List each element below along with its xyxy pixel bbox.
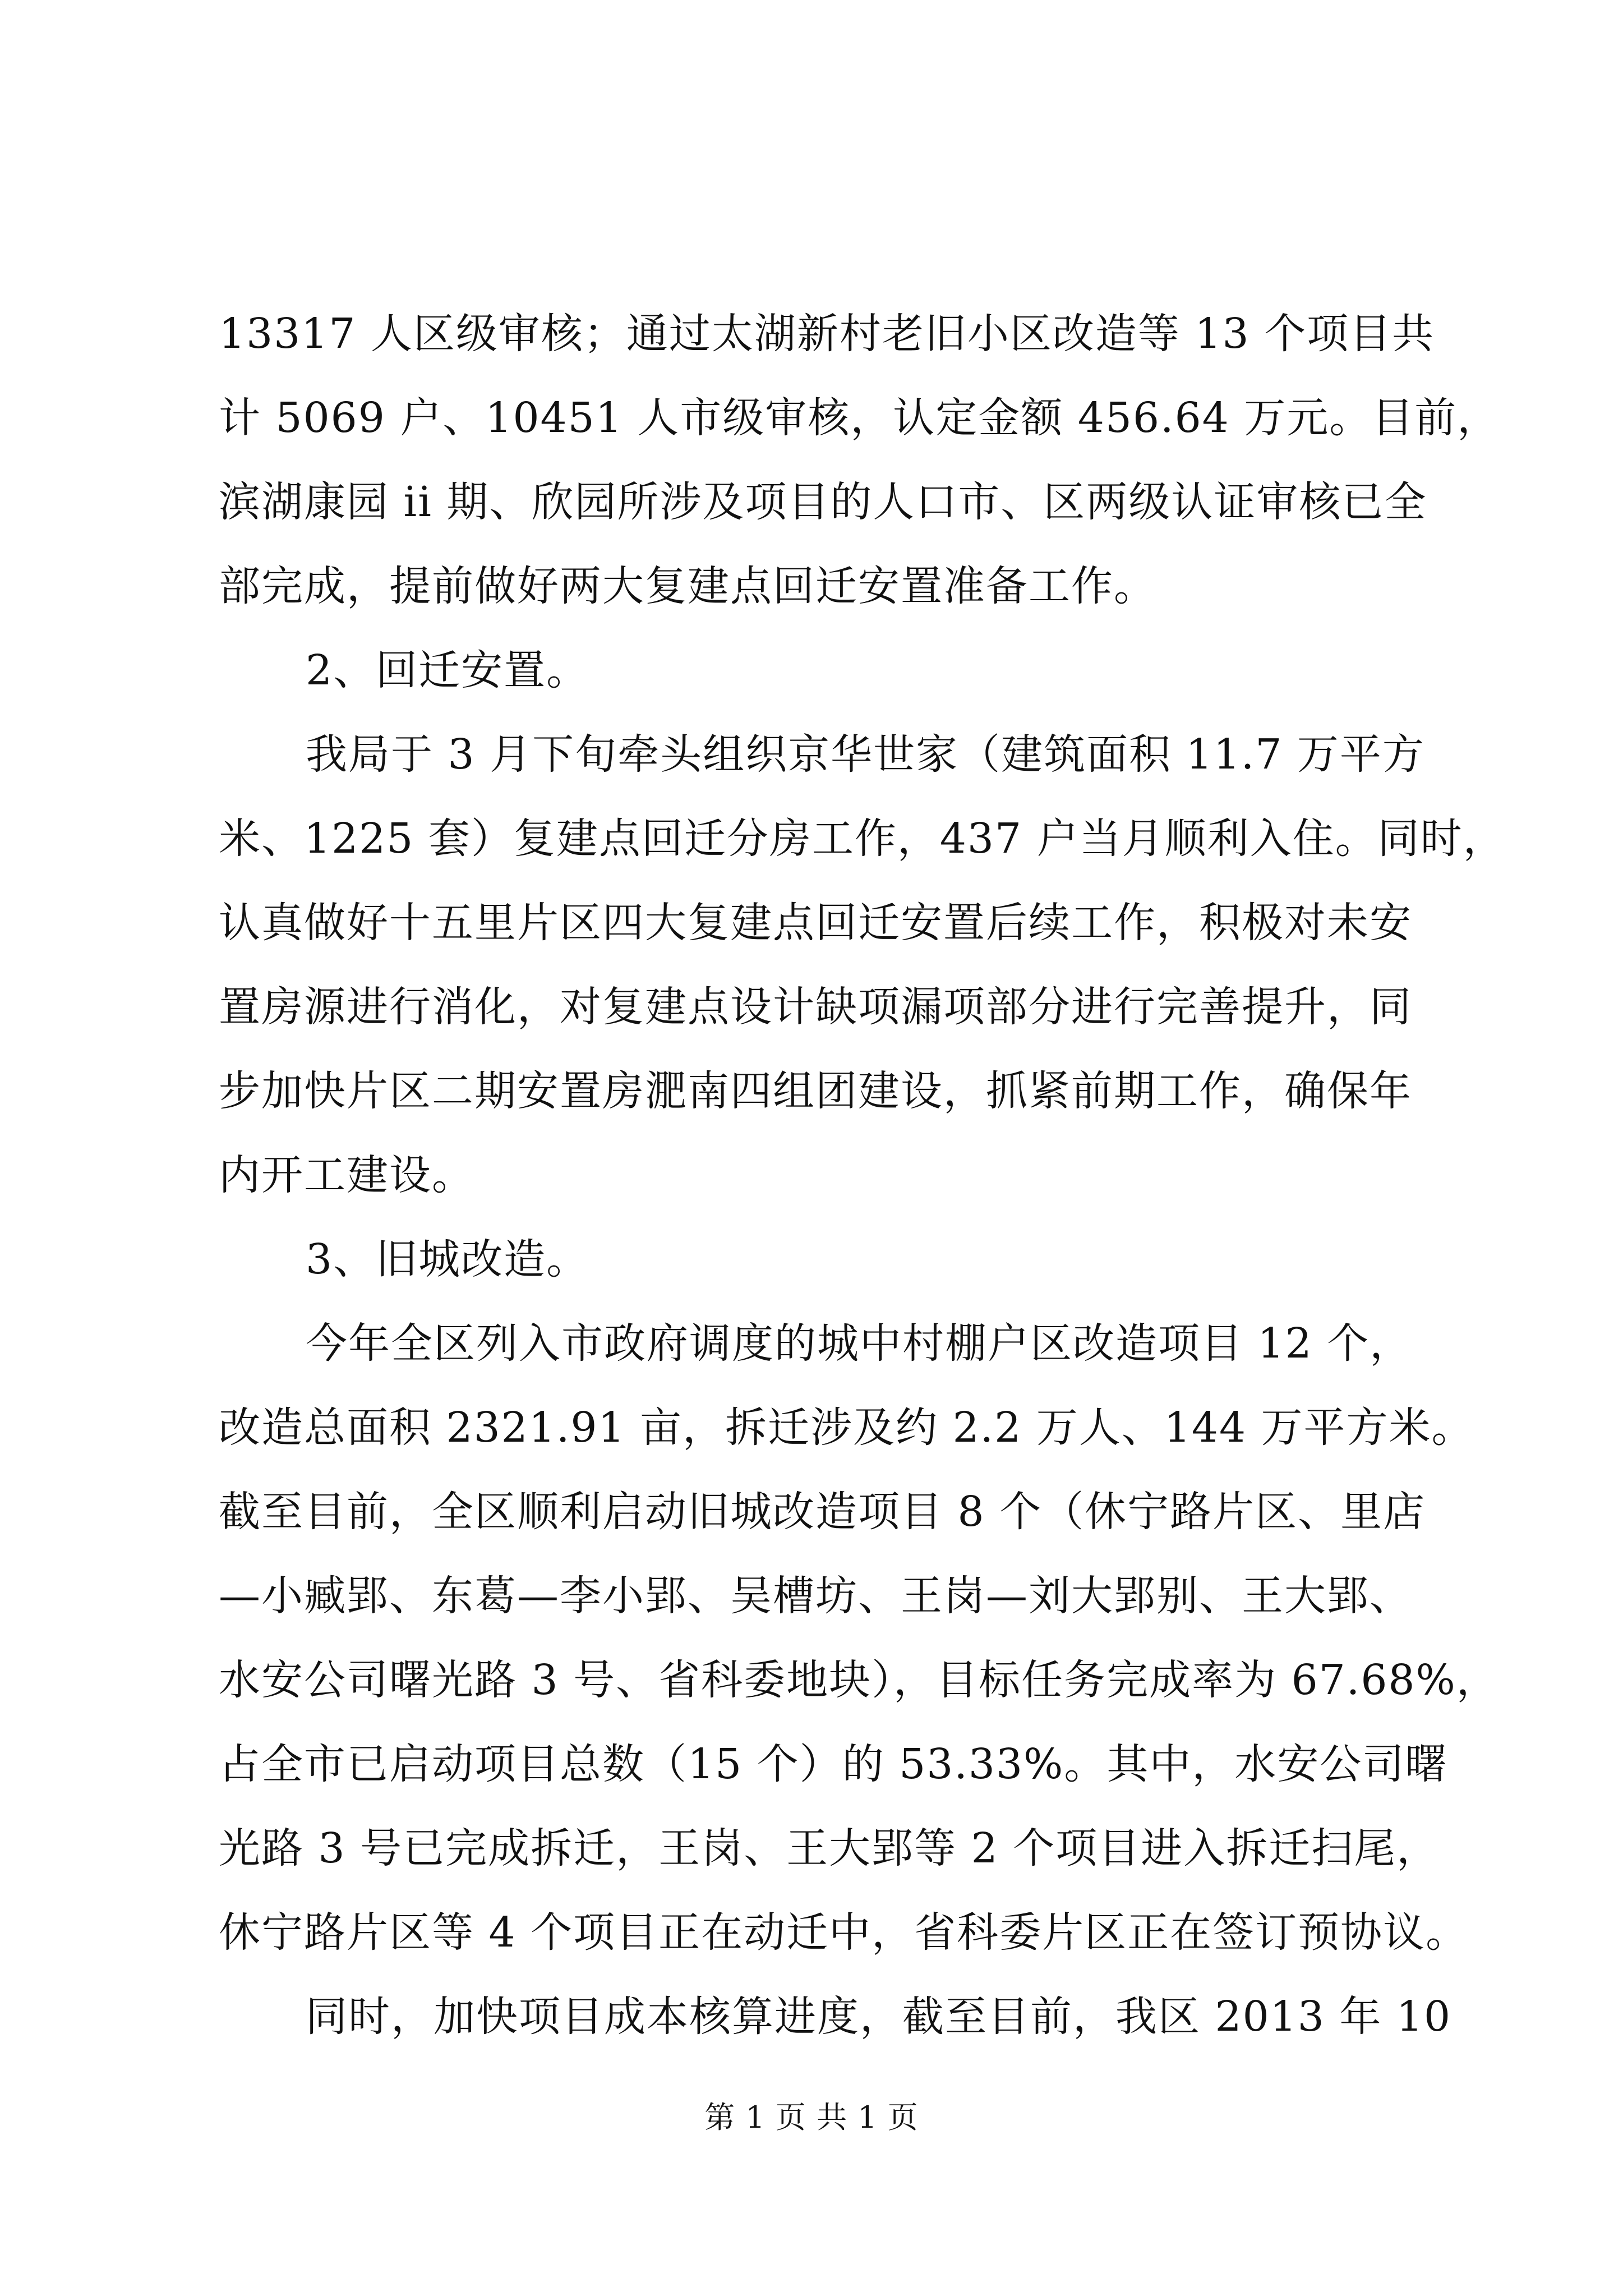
text-line: 同时，加快项目成本核算进度，截至目前，我区 2013 年 10: [306, 1993, 1452, 2041]
text-line: 步加快片区二期安置房淝南四组团建设，抓紧前期工作，确保年: [219, 1067, 1412, 1115]
text-line: 米、1225 套）复建点回迁分房工作，437 户当月顺利入住。同时，: [219, 815, 1506, 863]
text-line: —小臧郢、东葛—李小郢、吴槽坊、王岗—刘大郢别、王大郢、: [219, 1572, 1412, 1620]
text-line: 今年全区列入市政府调度的城中村棚户区改造项目 12 个，: [306, 1319, 1413, 1368]
text-line: 13317 人区级审核；通过太湖新村老旧小区改造等 13 个项目共: [219, 310, 1435, 358]
text-line: 水安公司曙光路 3 号、省科委地块），目标任务完成率为 67.68%，: [219, 1656, 1499, 1704]
text-line: 休宁路片区等 4 个项目正在动迁中，省科委片区正在签订预协议。: [219, 1908, 1469, 1957]
page-footer: 第 1 页 共 1 页: [704, 2100, 919, 2135]
text-line: 我局于 3 月下旬牵头组织京华世家（建筑面积 11.7 万平方: [306, 730, 1425, 779]
text-line: 滨湖康园 ii 期、欣园所涉及项目的人口市、区两级认证审核已全: [219, 478, 1427, 526]
text-line: 内开工建设。: [219, 1151, 474, 1199]
section-heading: 2、回迁安置。: [306, 646, 589, 694]
text-line: 部完成，提前做好两大复建点回迁安置准备工作。: [219, 562, 1156, 610]
text-line: 计 5069 户、10451 人市级审核，认定金额 456.64 万元。目前，: [219, 394, 1500, 442]
section-heading: 3、旧城改造。: [306, 1235, 589, 1283]
text-line: 置房源进行消化，对复建点设计缺项漏项部分进行完善提升，同: [219, 983, 1412, 1031]
text-line: 改造总面积 2321.91 亩，拆迁涉及约 2.2 万人、144 万平方米。: [219, 1404, 1474, 1452]
text-line: 截至目前，全区顺利启动旧城改造项目 8 个（休宁路片区、里店: [219, 1488, 1426, 1536]
text-line: 光路 3 号已完成拆迁，王岗、王大郢等 2 个项目进入拆迁扫尾，: [219, 1824, 1440, 1872]
text-line: 占全市已启动项目总数（15 个）的 53.33%。其中，水安公司曙: [219, 1740, 1448, 1788]
text-line: 认真做好十五里片区四大复建点回迁安置后续工作，积极对未安: [219, 899, 1412, 947]
